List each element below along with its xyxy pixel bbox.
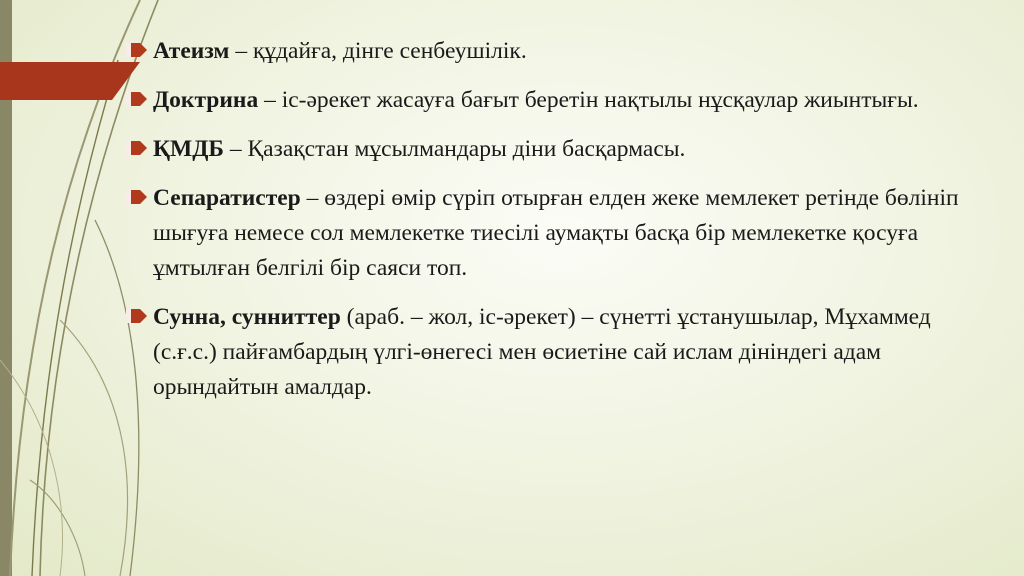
bullet-item: [126, 132, 966, 167]
bullet-term: Атеизм: [153, 38, 230, 64]
bullet-text: (араб. – жол, іс-әрекет) – сүнетті ұстанушылар, Мұхаммед (с.ғ.с.) пайғамбардың үлгі-өнегесі мен өсиетіне сай ислам дініндегі адам орындайтын амалдар.: [153, 304, 931, 400]
bullet-text: – Қазақстан мұсылмандары діни басқармасы.: [223, 136, 686, 162]
bullet-text: – іс-әрекет жасауға бағыт беретін нақтылы нұсқаулар жиынтығы.: [258, 87, 919, 113]
bullet-term: ҚМДБ: [153, 136, 224, 162]
arrow-flag-icon: [126, 41, 148, 59]
bullet-text: – өздері өмір сүріп отырған елден жеке мемлекет ретінде бөлініп шығуға немесе сол мемлекетке тиесілі аумақты басқа бір мемлекетке қосуға ұмтылған белгілі бір саяси топ.: [153, 185, 959, 281]
arrow-flag-icon: [126, 307, 148, 325]
bullet-item: [126, 34, 966, 69]
arrow-flag-icon: [126, 90, 148, 108]
bullet-item: [126, 181, 966, 286]
bullet-item: [126, 300, 966, 405]
arrow-flag-icon: [126, 139, 148, 157]
red-accent-tab: [0, 62, 140, 100]
bullet-list: [126, 34, 966, 419]
bullet-term: Сунна, сунниттер: [153, 304, 341, 330]
bullet-term: Доктрина: [153, 87, 259, 113]
arrow-flag-icon: [126, 188, 148, 206]
bullet-text: – құдайға, дінге сенбеушілік.: [229, 38, 527, 64]
bullet-item: [126, 83, 966, 118]
bullet-term: Сепаратистер: [153, 185, 301, 211]
